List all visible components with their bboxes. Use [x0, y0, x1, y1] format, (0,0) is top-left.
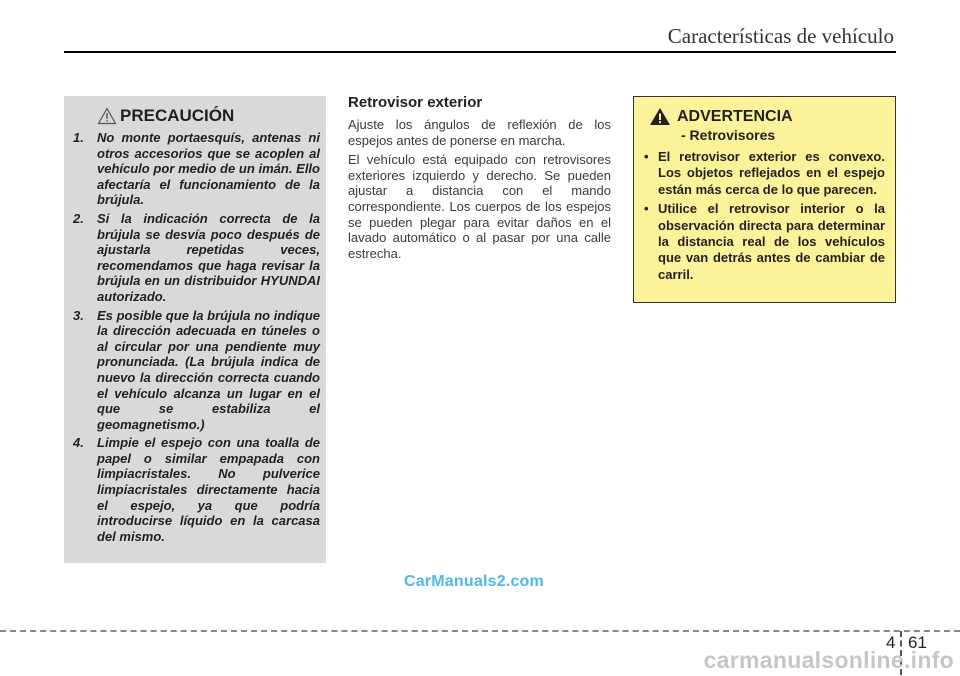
- warning-item-text: Utilice el retrovisor interior o la observación directa para determinar la distancia real de los vehículos que van detrás antes de cambiar de carril.: [658, 201, 885, 282]
- site-watermark: carmanualsonline.info: [703, 647, 954, 673]
- bullet-icon: •: [644, 201, 649, 217]
- warning-subtitle: - Retrovisores: [681, 127, 776, 143]
- caution-item-text: No monte portaesquís, antenas ni otros accesorios que se acoplen al vehículo por medio de un imán. Ello afectaría el funcionamiento de la brújula.: [97, 130, 320, 208]
- caution-item-number: 1.: [73, 130, 84, 145]
- warning-item: [644, 201, 885, 283]
- caution-item-number: 2.: [73, 210, 84, 226]
- caution-item: [73, 130, 320, 208]
- chapter-number: 4: [886, 633, 896, 652]
- bullet-icon: •: [644, 149, 649, 164]
- warning-triangle-filled-icon: [649, 107, 671, 126]
- warning-item-text: El retrovisor exterior es convexo. Los objetos reflejados en el espejo están más cerca de lo que parecen.: [658, 149, 885, 197]
- caution-title: PRECAUCIÓN: [120, 106, 235, 125]
- page-number: 61: [908, 633, 927, 652]
- section-body: [348, 94, 611, 265]
- warning-list: [644, 149, 885, 283]
- section-heading: Retrovisor exterior: [348, 94, 483, 111]
- caution-item: [73, 435, 320, 544]
- warning-triangle-outline-icon: [97, 107, 117, 125]
- caution-header: [97, 104, 320, 128]
- header-divider: [64, 51, 896, 53]
- caution-item-number: 4.: [73, 435, 84, 451]
- warning-title: ADVERTENCIA: [677, 107, 793, 125]
- warning-box: [633, 96, 896, 303]
- caution-box: [64, 96, 326, 563]
- caution-item-text: Limpie el espejo con una toalla de papel o similar empapada con limpiacristales. No pulverice limpiacristales directamente hacia el espejo, ya que podría introducirse líquido en la carcasa del mismo.: [97, 435, 320, 544]
- caution-item-text: Es posible que la brújula no indique la dirección adecuada en túneles o al circular por una pendiente muy pronunciada. (La brújula indica de nuevo la dirección correcta cuando el vehículo alcanza un lugar en el que se estabiliza el geomagnetismo.): [97, 307, 320, 432]
- caution-list: [73, 130, 320, 544]
- caution-item-text: Si la indicación correcta de la brújula se desvía poco después de ajustarla repetidas veces, recomendamos que haga revisar la brújula en un distribuidor HYUNDAI autorizado.: [97, 210, 320, 304]
- warning-item: [644, 149, 885, 198]
- footer-divider: [0, 630, 960, 632]
- page-header-title: Características de vehículo: [667, 24, 894, 48]
- section-paragraph: El vehículo está equipado con retrovisores exteriores izquierdo y derecho. Se pueden ajustar a distancia con el mando correspondiente. Los cuerpos de los espejos se pueden plegar para evitar daños en el lavado automático o al pasar por una calle estrecha.: [348, 152, 611, 261]
- watermark-link[interactable]: CarManuals2.com: [404, 573, 544, 590]
- caution-item: [73, 211, 320, 305]
- section-paragraph: Ajuste los ángulos de reflexión de los espejos antes de ponerse en marcha.: [348, 117, 611, 148]
- caution-item-number: 3.: [73, 307, 84, 323]
- caution-item: [73, 308, 320, 433]
- warning-header: [649, 107, 885, 126]
